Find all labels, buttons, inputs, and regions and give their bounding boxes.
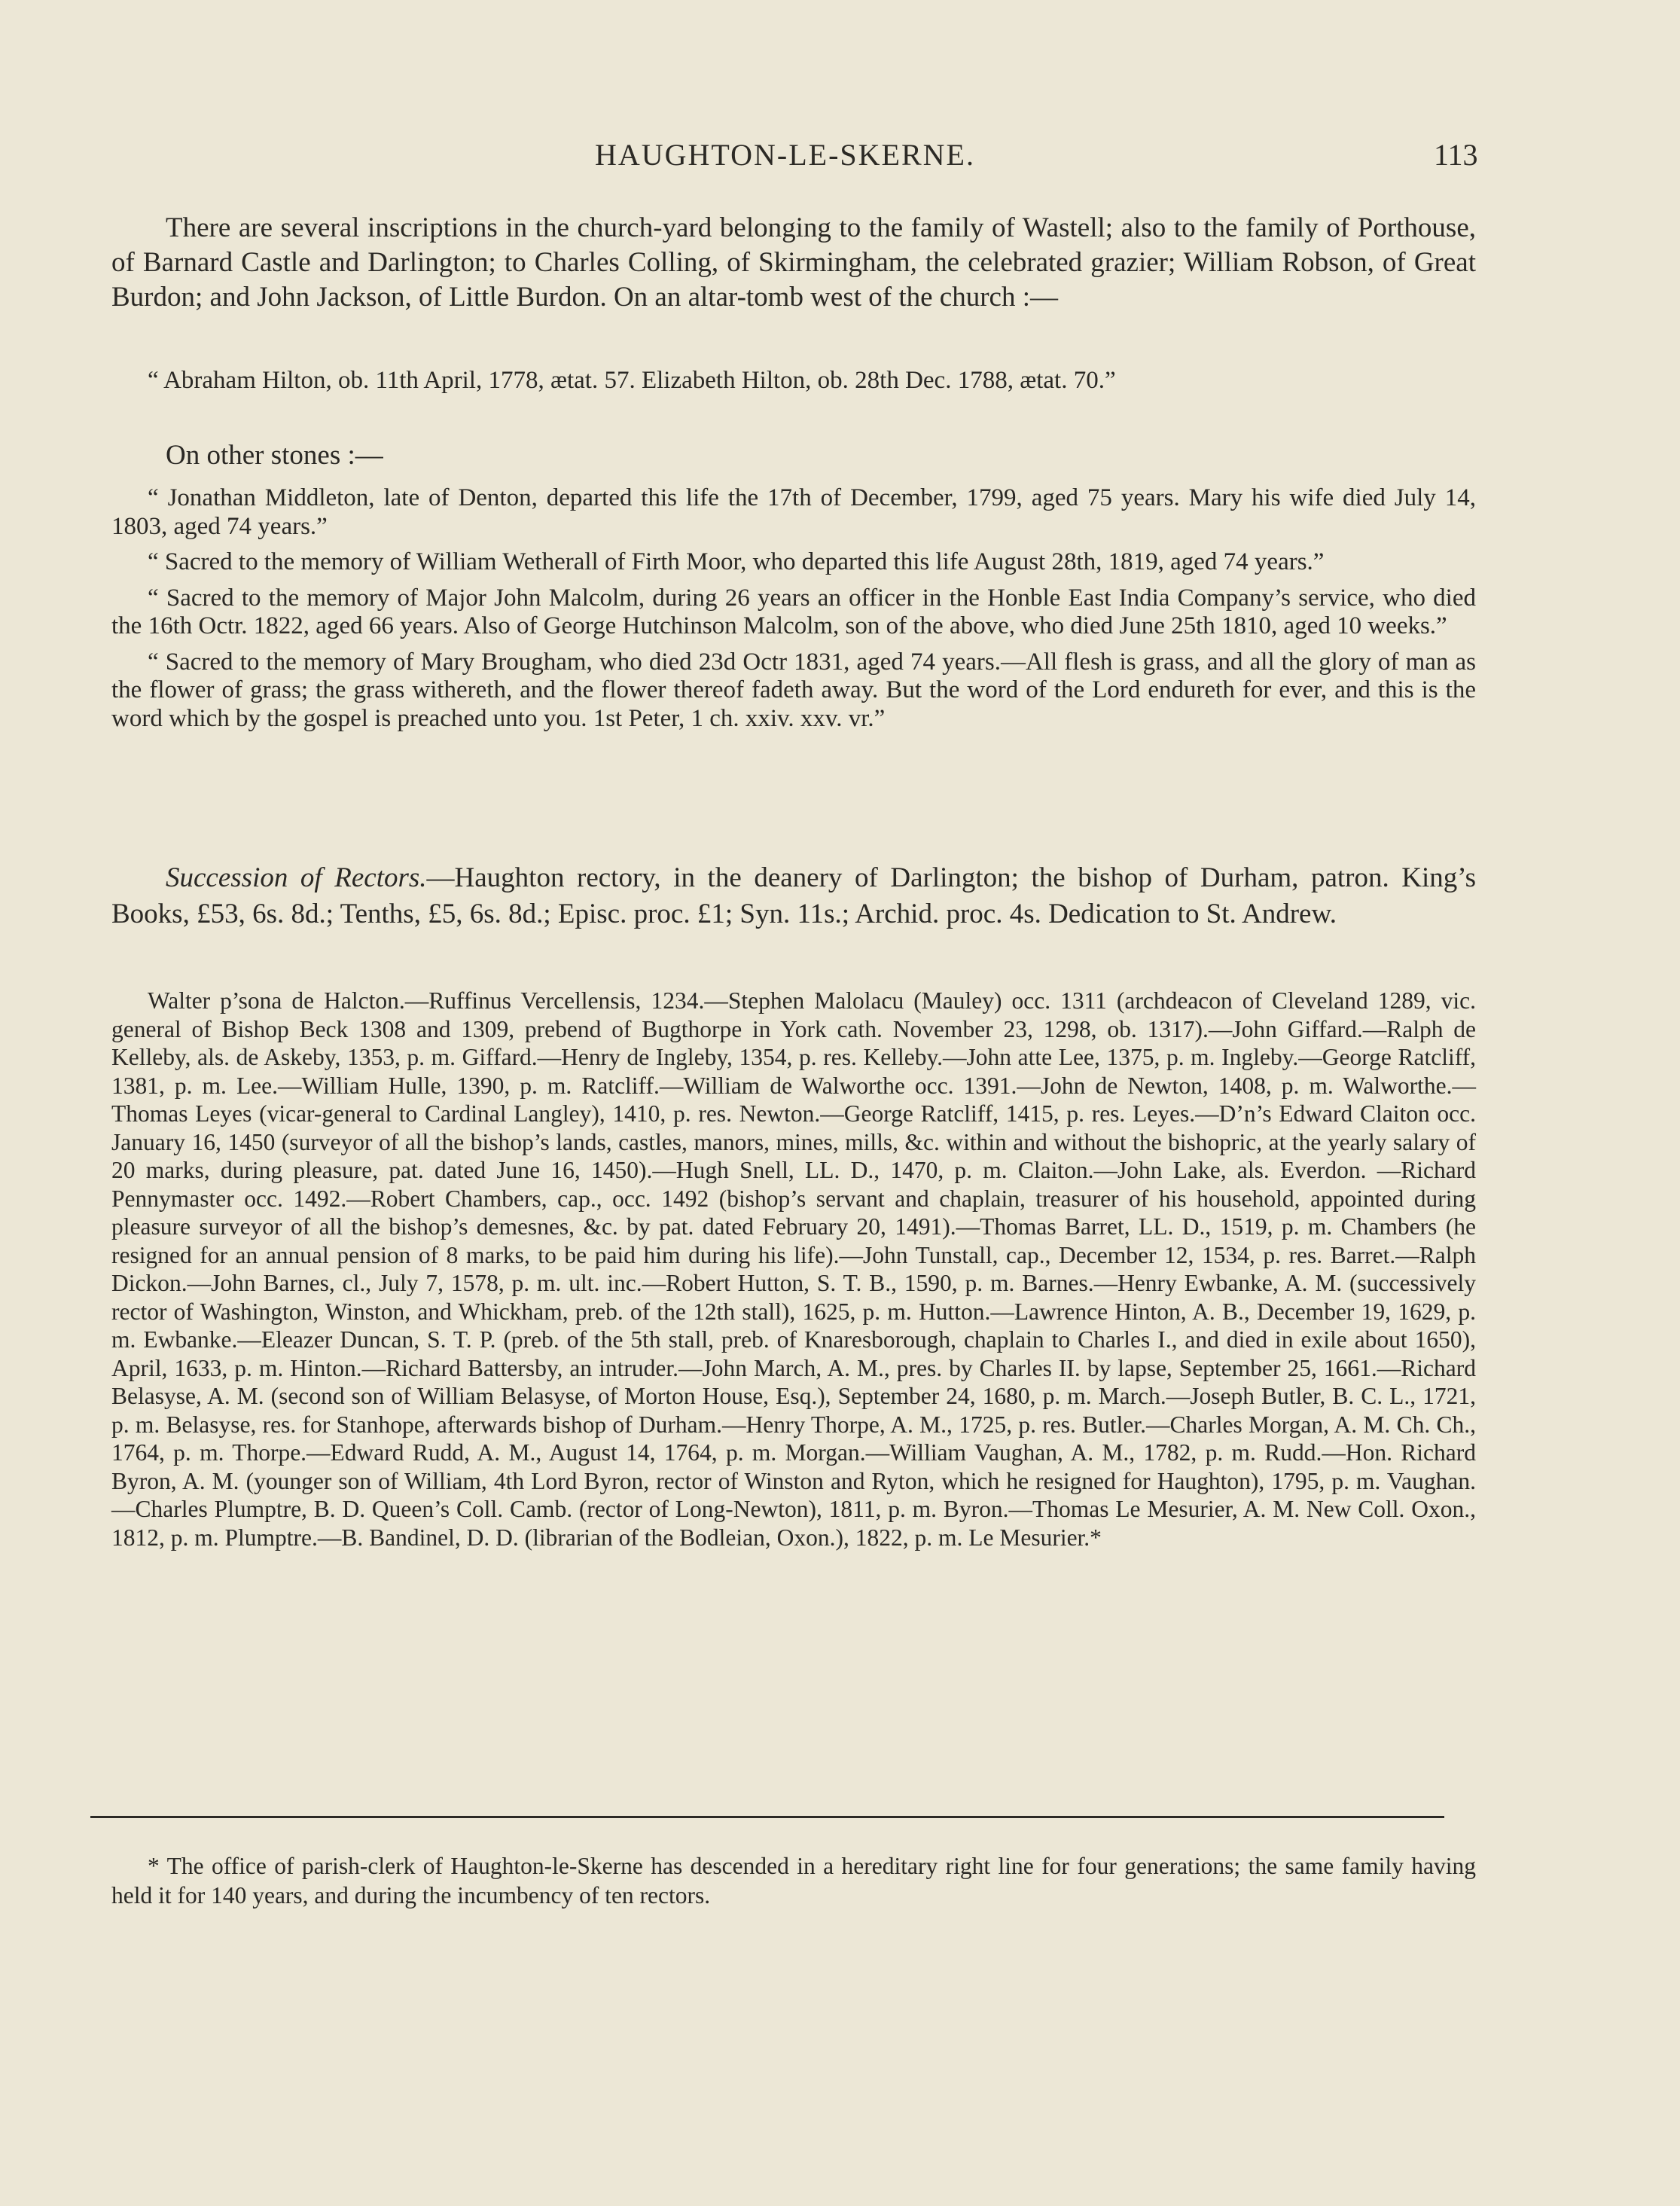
intro-block	[111, 211, 1476, 315]
inscription-malcolm: “ Sacred to the memory of Major John Malcolm, during 26 years an officer in the Honble East India Company’s service, who died the 16th Octr. 1822, aged 66 years. Also of George Hutchinson Malcolm, son of the above, who died June 25th 1810, aged 10 weeks.”	[111, 584, 1476, 639]
page-number: 113	[1434, 138, 1478, 172]
other-stones-label: On other stones :—	[166, 440, 383, 471]
succession-heading: Succession of Rectors.	[166, 862, 427, 893]
inscription-wetherall: “ Sacred to the memory of William Wetherall of Firth Moor, who departed this life August 28th, 1819, aged 74 years.”	[148, 548, 1325, 575]
footnote-block	[111, 1851, 1476, 1910]
page-header	[0, 137, 1680, 182]
hilton-block	[111, 367, 1476, 395]
succession-paragraph	[111, 860, 1476, 932]
rectors-block	[111, 987, 1476, 1552]
footnote-text: * The office of parish-clerk of Haughton-le-Skerne has descended in a hereditary right line for four generations; the same family having held it for 140 years, and during the incumbency of ten rectors.	[111, 1853, 1476, 1909]
succession-text: —Haughton rectory, in the deanery of Darlington; the bishop of Durham, patron. King’s Books, £53, 6s. 8d.; Tenths, £5, 6s. 8d.; Episc. proc. £1; Syn. 11s.; Archid. proc. 4s. Dedication to St. Andrew.	[111, 862, 1476, 929]
rectors-list: Walter p’sona de Halcton.—Ruffinus Vercellensis, 1234.—Stephen Malolacu (Mauley) occ. 1311 (archdeacon of Cleveland 1289, vic. general of Bishop Beck 1308 and 1309, prebend of Bugthorpe in York cath. November 23, 1298, ob. 1317).—John Giffard.—Ralph de Kelleby, als. de Askeby, 1353, p. m. Giffard.—Henry de Ingleby, 1354, p. res. Kelleby.—John atte Lee, 1375, p. m. Ingleby.—George Ratcliff, 1381, p. m. Lee.—William Hulle, 1390, p. m. Ratcliff.—William de Walworthe occ. 1391.—John de Newton, 1408, p. m. Walworthe.—Thomas Leyes (vicar-general to Cardinal Langley), 1410, p. res. Newton.—George Ratcliff, 1415, p. res. Leyes.—D’n’s Edward Claiton occ. January 16, 1450 (surveyor of all the bishop’s lands, castles, manors, mines, mills, &c. within and without the bishopric, at the yearly salary of 20 marks, during pleasure, pat. dated June 16, 1450).—Hugh Snell, LL. D., 1470, p. m. Claiton.—John Lake, als. Everdon. —Richard Pennymaster occ. 1492.—Robert Chambers, cap., occ. 1492 (bishop’s servant and chaplain, treasurer of his household, appointed during pleasure surveyor of all the bishop’s demesnes, &c. by pat. dated February 20, 1491).—Thomas Barret, LL. D., 1519, p. m. Chambers (he resigned for an annual pension of 8 marks, to be paid him during his life).—John Tunstall, cap., December 12, 1534, p. res. Barret.—Ralph Dickon.—John Barnes, cl., July 7, 1578, p. m. ult. inc.—Robert Hutton, S. T. B., 1590, p. m. Barnes.—Henry Ewbanke, A. M. (successively rector of Washington, Winston, and Whickham, preb. of the 12th stall), 1625, p. m. Hutton.—Lawrence Hinton, A. B., December 19, 1629, p. m. Ewbanke.—Eleazer Duncan, S. T. P. (preb. of the 5th stall, preb. of Knaresborough, chaplain to Charles I., and died in exile about 1650), April, 1633, p. m. Hinton.—Richard Battersby, an intruder.—John March, A. M., pres. by Charles II. by lapse, September 25, 1661.—Richard Belasyse, A. M. (second son of William Belasyse, of Morton House, Esq.), September 24, 1680, p. m. March.—Joseph Butler, B. C. L., 1721, p. m. Belasyse, res. for Stanhope, afterwards bishop of Durham.—Henry Thorpe, A. M., 1725, p. res. Butler.—Charles Morgan, A. M. Ch. Ch., 1764, p. m. Thorpe.—Edward Rudd, A. M., August 14, 1764, p. m. Morgan.—William Vaughan, A. M., 1782, p. m. Rudd.—Hon. Richard Byron, A. M. (younger son of William, 4th Lord Byron, rector of Winston and Ryton, which he resigned for Haughton), 1795, p. m. Vaughan.—Charles Plumptre, B. D. Queen’s Coll. Camb. (rector of Long-Newton), 1811, p. m. Byron.—Thomas Le Mesurier, A. M. New Coll. Oxon., 1812, p. m. Plumptre.—B. Bandinel, D. D. (librarian of the Bodleian, Oxon.), 1822, p. m. Le Mesurier.*	[111, 987, 1476, 1551]
inscriptions-block	[111, 484, 1476, 733]
footnote-rule	[90, 1816, 1444, 1818]
inscription-middleton: “ Jonathan Middleton, late of Denton, departed this life the 17th of December, 1799, aged 75 years. Mary his wife died July 14, 1803, aged 74 years.”	[111, 484, 1476, 540]
inscription-hilton: “ Abraham Hilton, ob. 11th April, 1778, ætat. 57. Elizabeth Hilton, ob. 28th Dec. 1788, ætat. 70.”	[148, 367, 1116, 394]
succession-block	[111, 860, 1476, 932]
intro-paragraph: There are several inscriptions in the church-yard belonging to the family of Wastell; also to the family of Porthouse, of Barnard Castle and Darlington; to Charles Colling, of Skirmingham, the celebrated grazier; William Robson, of Great Burdon; and John Jackson, of Little Burdon. On an altar-tomb west of the church :—	[111, 212, 1476, 313]
running-head: HAUGHTON-LE-SKERNE.	[595, 138, 975, 172]
other-stones-block	[111, 438, 1476, 473]
inscription-brougham: “ Sacred to the memory of Mary Brougham, who died 23d Octr 1831, aged 74 years.—All flesh is grass, and all the glory of man as the flower of grass; the grass withereth, and the flower thereof fadeth away. But the word of the Lord endureth for ever, and this is the word which by the gospel is preached unto you. 1st Peter, 1 ch. xxiv. xxv. vr.”	[111, 648, 1476, 732]
